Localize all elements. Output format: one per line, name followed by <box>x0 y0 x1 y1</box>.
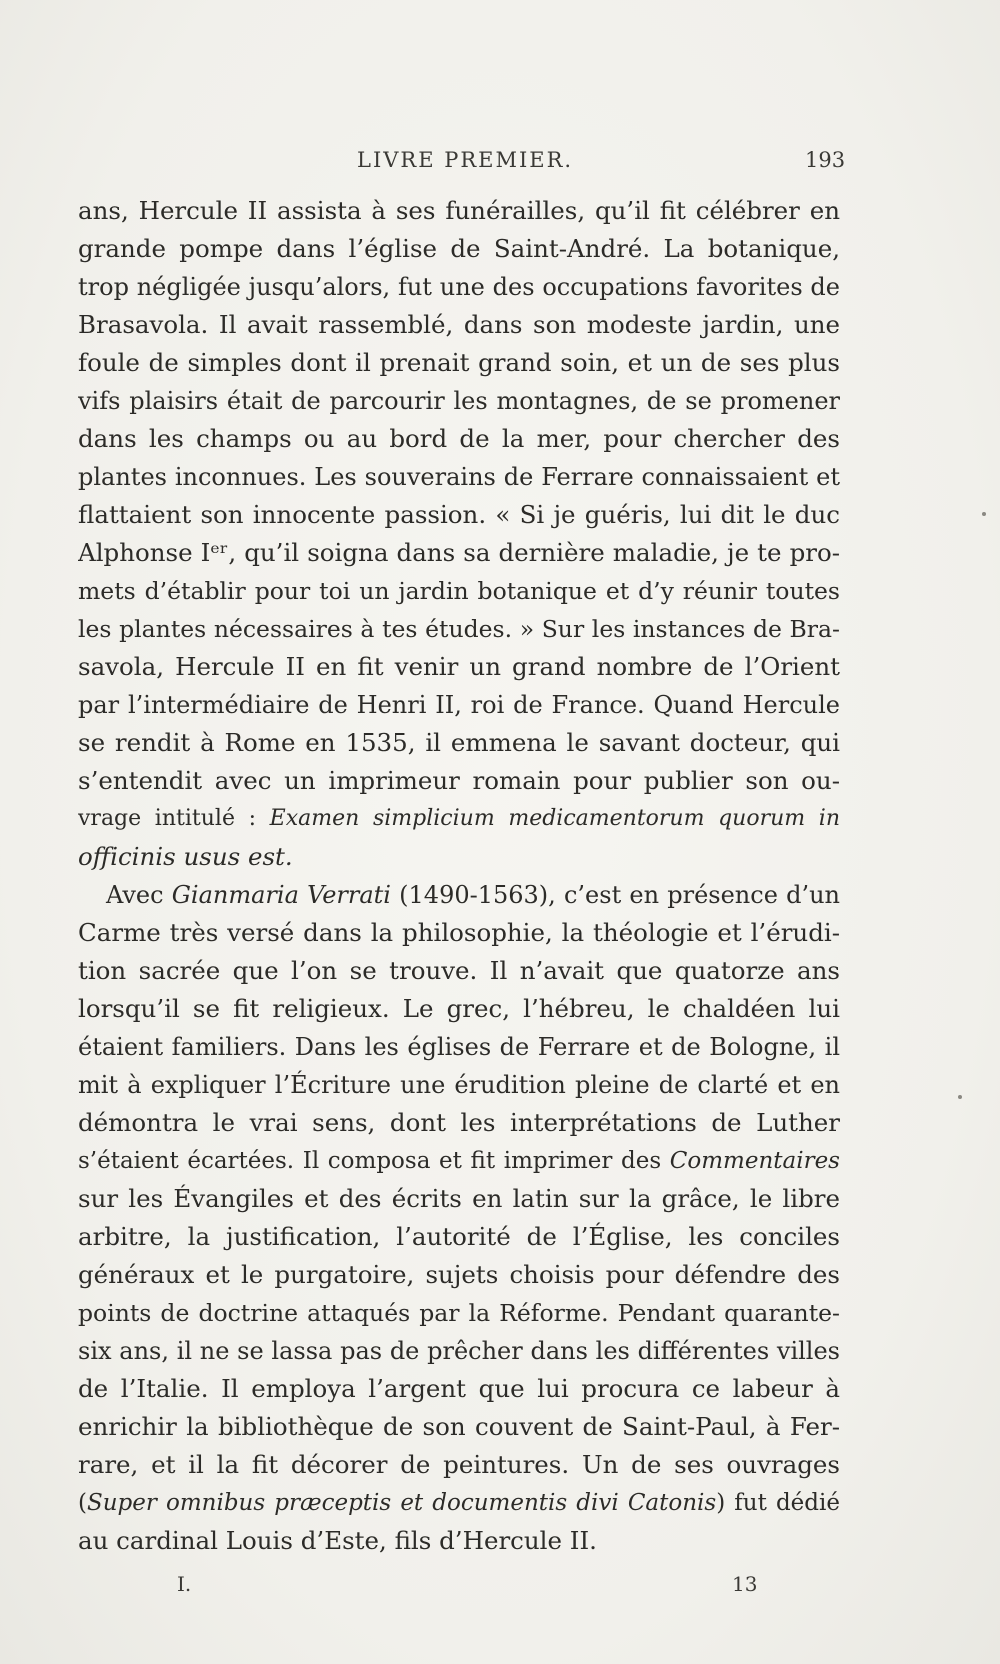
text-line: tion sacrée que l’on se trouve. Il n’avait que quatorze ans <box>78 956 840 985</box>
text-line: lorsqu’il se fit religieux. Le grec, l’hébreu, le chaldéen lui <box>78 994 840 1023</box>
body-text <box>78 192 840 1560</box>
text-line <box>78 1142 840 1180</box>
italic-title: officinis usus est. <box>78 842 293 871</box>
text-line: enrichir la bibliothèque de son couvent de Saint-Paul, à Fer- <box>78 1412 840 1441</box>
text-line <box>78 838 840 876</box>
text-line <box>78 876 840 914</box>
volume-signature: I. <box>177 1572 192 1596</box>
text-run: ( <box>78 1490 87 1516</box>
text-line: au cardinal Louis d’Este, fils d’Hercule II. <box>78 1526 597 1555</box>
text-line: Carme très versé dans la philosophie, la théologie et l’érudi- <box>78 918 840 947</box>
page-footer <box>0 1572 1000 1602</box>
text-line: flattaient son innocente passion. « Si je guéris, lui dit le duc <box>78 500 840 529</box>
text-run: vrage intitulé : <box>78 806 270 831</box>
italic-title: Super omnibus præceptis et documentis divi Catonis <box>86 1490 717 1516</box>
text-run: s’étaient écartées. Il composa et fit imprimer des <box>78 1148 670 1174</box>
text-run: Avec <box>106 881 172 909</box>
running-head-title: LIVRE PREMIER. <box>357 148 574 172</box>
text-line: rare, et il la fit décorer de peintures. Un de ses ouvrages <box>78 1450 840 1479</box>
text-line: foule de simples dont il prenait grand soin, et un de ses plus <box>78 348 840 377</box>
text-line: points de doctrine attaqués par la Réforme. Pendant quarante- <box>78 1299 840 1327</box>
text-line: vifs plaisirs était de parcourir les montagnes, de se promener <box>78 387 840 415</box>
paper-speck <box>982 512 986 516</box>
text-line: s’entendit avec un imprimeur romain pour publier son ou- <box>78 766 840 795</box>
text-line <box>78 800 840 838</box>
text-line: mets d’établir pour toi un jardin botanique et d’y réunir toutes <box>78 577 840 605</box>
text-line: grande pompe dans l’église de Saint-André. La botanique, <box>78 234 840 263</box>
text-line: se rendit à Rome en 1535, il emmena le savant docteur, qui <box>78 728 840 757</box>
text-line: plantes inconnues. Les souverains de Ferrare connaissaient et <box>78 463 840 491</box>
text-line: arbitre, la justification, l’autorité de l’Église, les conciles <box>78 1222 840 1251</box>
text-line: Alphonse Iᵉʳ, qu’il soigna dans sa dernière maladie, je te pro- <box>78 538 840 567</box>
text-line: Brasavola. Il avait rassemblé, dans son modeste jardin, une <box>78 310 840 339</box>
italic-name: Gianmaria Verrati <box>171 881 391 909</box>
text-line: de l’Italie. Il employa l’argent que lui procura ce labeur à <box>78 1374 840 1403</box>
text-run: (1490-1563), c’est en présence d’un <box>390 881 840 909</box>
text-line: par l’intermédiaire de Henri II, roi de France. Quand Hercule <box>78 691 840 719</box>
paper-speck <box>958 1095 962 1099</box>
italic-title: Examen simplicium medicamentorum quorum in <box>269 806 840 831</box>
text-line: trop négligée jusqu’alors, fut une des occupations favorites de <box>78 273 840 301</box>
text-line: étaient familiers. Dans les églises de Ferrare et de Bologne, il <box>78 1033 840 1061</box>
text-line: les plantes nécessaires à tes études. » Sur les instances de Bra- <box>78 615 840 643</box>
text-line <box>78 1484 840 1522</box>
text-line: mit à expliquer l’Écriture une érudition pleine de clarté et en <box>78 1071 840 1099</box>
gathering-mark: 13 <box>732 1572 758 1596</box>
page-number: 193 <box>805 148 846 172</box>
text-line: dans les champs ou au bord de la mer, pour chercher des <box>78 424 840 453</box>
text-line: savola, Hercule II en fit venir un grand nombre de l’Orient <box>78 652 840 681</box>
text-line: généraux et le purgatoire, sujets choisis pour défendre des <box>78 1260 840 1289</box>
text-line: six ans, il ne se lassa pas de prêcher dans les différentes villes <box>78 1337 840 1365</box>
running-head <box>0 148 1000 178</box>
text-line: sur les Évangiles et des écrits en latin sur la grâce, le libre <box>78 1184 840 1213</box>
italic-title: Commentaires <box>669 1148 840 1174</box>
text-line: démontra le vrai sens, dont les interprétations de Luther <box>78 1108 840 1137</box>
text-line: ans, Hercule II assista à ses funérailles, qu’il fit célébrer en <box>78 196 840 225</box>
text-run: ) fut dédié <box>716 1490 840 1516</box>
